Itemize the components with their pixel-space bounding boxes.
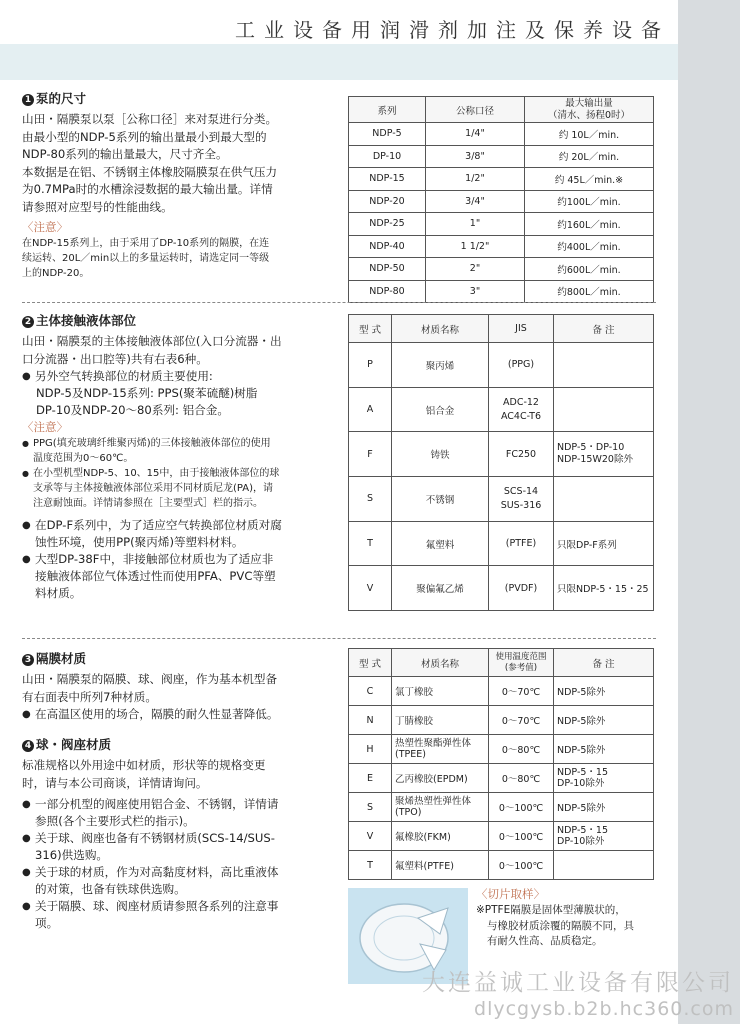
- table-row: NDP-25 1" 约160L／min.: [349, 213, 654, 236]
- table-row: H 热塑性聚酯弹性体 (TPEE) 0～80℃ NDP-5除外: [349, 735, 654, 764]
- table-row: T 氟塑料 (PTFE) 只限DP-F系列: [349, 521, 654, 566]
- table-row: NDP-20 3/4" 约100L／min.: [349, 190, 654, 213]
- bullet-list: [22, 706, 332, 723]
- bullet-list: [22, 517, 332, 602]
- wetted-material-table: [348, 314, 654, 611]
- note-heading: 〈注意〉: [22, 220, 68, 234]
- list-item: ● 关于隔膜、球、阀座材质请参照各系列的注意事 项。: [22, 898, 332, 932]
- table-row: E 乙丙橡胶(EPDM) 0～80℃ NDP-5・15 DP-10除外: [349, 764, 654, 793]
- section-body: 山田・隔膜泵的隔膜、球、阀座，作为基本机型备 有右面表中所列7种材质。: [22, 672, 278, 704]
- table-row: S 不锈钢 SCS-14 SUS-316: [349, 477, 654, 522]
- list-subitem: DP-10及NDP-20～80系列: 铝合金。: [36, 403, 229, 417]
- caption-heading: 〈切片取样〉: [476, 887, 545, 901]
- table-header: 最大输出量 （清水、扬程0时）: [525, 97, 654, 123]
- section-ball-seat-material: [22, 736, 332, 932]
- section-diaphragm-material: [22, 650, 332, 723]
- table-row: C 氯丁橡胶 0～70℃ NDP-5除外: [349, 677, 654, 706]
- pump-size-table: [348, 96, 654, 303]
- sample-caption: 〈切片取样〉 ※PTFE隔膜是固体型薄膜状的， 与橡胶材质涂覆的隔膜不同，具 有耐久性高、品质稳定。: [476, 886, 666, 950]
- table-row: N 丁腈橡胶 0～70℃ NDP-5除外: [349, 706, 654, 735]
- section-body: 标准规格以外用途中如材质，形状等的规格变更 时，请与本公司商谈，详情请询问。: [22, 758, 266, 790]
- diaphragm-material-table: [348, 648, 654, 880]
- section-title: 2 主体接触液体部位: [22, 312, 332, 330]
- list-item: ● 在DP-F系列中，为了适应空气转换部位材质对腐 蚀性环境，使用PP(聚丙烯)等塑料材料。: [22, 517, 332, 551]
- note-text: 在NDP-15系列上，由于采用了DP-10系列的隔膜，在连 续运转、20L／min以上的多量运转时，请选定同一等级 上的NDP-20。: [22, 238, 270, 279]
- table-header: 材质名称: [392, 315, 489, 343]
- section-number: 2: [22, 316, 34, 328]
- note-list: [22, 436, 332, 511]
- table-row: NDP-5 1/4" 约 10L／min.: [349, 123, 654, 146]
- section-title: 4 球・阀座材质: [22, 736, 332, 754]
- header-band: [0, 44, 678, 80]
- table-row: S 聚烯热塑性弹性体 (TPO) 0～100℃ NDP-5除外: [349, 793, 654, 822]
- section-wetted-parts: [22, 312, 332, 602]
- list-item: ● PPG(填充玻璃纤维聚丙烯)的三体接触液体部位的使用 温度范围为0～60℃。: [22, 436, 332, 466]
- page-header: [0, 0, 678, 80]
- table-header: 备 注: [554, 649, 654, 677]
- table-header: 型 式: [349, 315, 392, 343]
- section-number: 1: [22, 94, 34, 106]
- table-row: P 聚丙烯 (PPG): [349, 343, 654, 388]
- list-item: ● 在小型机型NDP-5、10、15中，由于接触液体部位的球 支承等与主体接触液体部位采用不同材质尼龙(PA)，请 注意耐蚀面。详情请参照在［主要型式］栏的指示。: [22, 466, 332, 511]
- table-row: NDP-40 1 1/2" 约400L／min.: [349, 235, 654, 258]
- section-divider: [22, 302, 656, 303]
- list-item: ● 一部分机型的阀座使用铝合金、不锈钢，详情请 参照(各个主要形式栏的指示)。: [22, 796, 332, 830]
- list-subitem: NDP-5及NDP-15系列: PPS(聚苯硫醚)树脂: [36, 386, 258, 400]
- table-row: V 氟橡胶(FKM) 0～100℃ NDP-5・15 DP-10除外: [349, 822, 654, 851]
- table-header: 型 式: [349, 649, 392, 677]
- section-body: 山田・隔膜泵的主体接触液体部位(入口分流器・出 口分流器・出口腔等)共有右表6种。: [22, 334, 282, 366]
- bullet-list: [22, 796, 332, 932]
- section-number: 3: [22, 654, 34, 666]
- section-body: 山田・隔膜泵以泵［公称口径］来对泵进行分类。 由最小型的NDP-5系列的输出量最小到最大型的 NDP-80系列的输出量最大，尺寸齐全。 本数据是在铝、不锈钢主体橡胶隔膜泵在供气压力 为0.7MPa时的水槽涂浸数据的最大输出量。详情 请参照对应型号的性能曲线。: [22, 112, 278, 214]
- table-row: F 铸铁 FC250 NDP-5・DP-10 NDP-15W20除外: [349, 432, 654, 477]
- section-pump-size: [22, 90, 332, 281]
- section-number: 4: [22, 740, 34, 752]
- table-header: 系列: [349, 97, 426, 123]
- table-header: 材质名称: [392, 649, 489, 677]
- list-item: ● 另外空气转换部位的材质主要使用:: [22, 368, 332, 385]
- list-item: ● 大型DP-38F中，非接触部位材质也为了适应非 接触液体部位气体透过性而使用PFA、PVC等塑 料材质。: [22, 551, 332, 602]
- table-header: 使用温度范围 (参考值): [489, 649, 554, 677]
- table-row: NDP-80 3" 约800L／min.: [349, 280, 654, 303]
- table-row: T 氟塑料(PTFE) 0～100℃: [349, 851, 654, 880]
- table-header: JIS: [489, 315, 554, 343]
- section-title: 1 泵的尺寸: [22, 90, 332, 108]
- section-title: 3 隔膜材质: [22, 650, 332, 668]
- page-title: 工业设备用润滑剂加注及保养设备: [235, 18, 670, 42]
- table-row: DP-10 3/8" 约 20L／min.: [349, 145, 654, 168]
- watermark: 大连益诚工业设备有限公司 dlycgysb.b2b.hc360.com: [422, 970, 734, 1020]
- table-header: 备 注: [554, 315, 654, 343]
- bullet-list: [22, 368, 332, 385]
- list-item: ● 在高温区使用的场合，隔膜的耐久性显著降低。: [22, 706, 332, 723]
- page-edge: [678, 0, 740, 1024]
- list-item: ● 关于球、阀座也备有不锈钢材质(SCS-14/SUS- 316)供选购。: [22, 830, 332, 864]
- list-item: ● 关于球的材质，作为对高黏度材料，高比重液体 的对策，也备有铁球供选购。: [22, 864, 332, 898]
- table-row: A 铝合金 ADC-12 AC4C-T6: [349, 387, 654, 432]
- note-heading: 〈注意〉: [22, 420, 68, 434]
- table-header: 公称口径: [426, 97, 525, 123]
- section-divider: [22, 638, 656, 639]
- table-row: V 聚偏氟乙烯 (PVDF) 只限NDP-5・15・25: [349, 566, 654, 611]
- table-row: NDP-50 2" 约600L／min.: [349, 258, 654, 281]
- table-row: NDP-15 1/2" 约 45L／min.※: [349, 168, 654, 191]
